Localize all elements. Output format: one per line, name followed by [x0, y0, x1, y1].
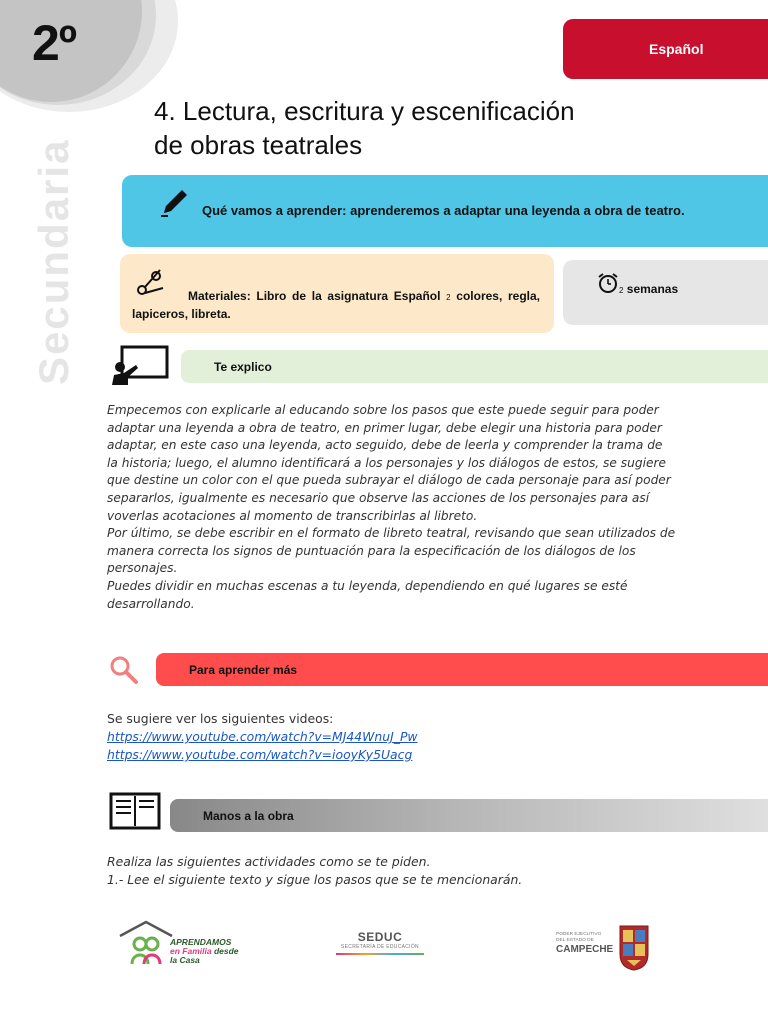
campeche-name: CAMPECHE — [556, 944, 614, 955]
duration-text — [619, 282, 678, 296]
scissors-icon — [134, 266, 166, 298]
section-te-explico: Te explico — [181, 350, 768, 383]
aprendamos-en-familia-logo — [118, 920, 248, 972]
magnifier-icon — [108, 654, 140, 686]
learning-goal-box — [122, 175, 768, 247]
explanation-paragraph-2: Por último, se debe escribir en el formato de libreto teatral, revisando que sean utilizados de manera correcta los signos de puntuación para la especificación de los diálogos de los personajes. — [107, 526, 676, 576]
seduc-logo — [330, 930, 430, 960]
page-title — [154, 94, 714, 162]
materials-text-part-2: colores, regla, lapiceros, libreta. — [132, 289, 540, 321]
campeche-small-text — [556, 932, 601, 944]
campeche-logo — [556, 922, 656, 972]
materials-text-part-1: Materiales: Libro de la asignatura Español — [188, 289, 447, 303]
pencil-icon — [158, 185, 192, 219]
duration-box — [563, 260, 768, 325]
materials-text — [132, 266, 540, 322]
page-title-line-1: 4. Lectura, escritura y escenificación — [154, 96, 575, 126]
video-suggestions — [107, 710, 418, 764]
grade-label: 2º — [32, 15, 77, 71]
explanation-paragraph-3: Puedes dividir en muchas escenas a tu leyenda, dependiendo en qué lugares se esté desarrollando. — [107, 578, 628, 611]
seduc-color-line — [336, 953, 424, 955]
video-suggestions-intro: Se sugiere ver los siguientes videos: — [107, 711, 334, 726]
subject-tab: Español — [563, 19, 768, 79]
section-manos-a-la-obra: Manos a la obra — [170, 799, 768, 832]
video-link-2[interactable]: https://www.youtube.com/watch?v=iooyKy5Uacg — [107, 747, 413, 762]
alarm-clock-icon — [597, 272, 619, 294]
section-para-aprender-mas: Para aprender más — [156, 653, 768, 686]
campeche-shield-icon — [618, 922, 650, 972]
activities-line-2: 1.- Lee el siguiente texto y sigue los pasos que se te mencionarán. — [107, 872, 523, 887]
teacher-board-icon — [110, 345, 170, 387]
family-logo-desde: desde — [211, 946, 239, 956]
activities-line-1: Realiza las siguientes actividades como se te piden. — [107, 854, 431, 869]
materials-count: 2 — [446, 293, 451, 302]
family-logo-accent: en Familia — [170, 946, 212, 956]
video-link-1[interactable]: https://www.youtube.com/watch?v=MJ44WnuJ_Pw — [107, 729, 418, 744]
duration-unit: semanas — [623, 282, 679, 296]
family-logo-text — [170, 938, 239, 965]
family-house-icon — [118, 920, 174, 970]
campeche-line-1: PODER EJECUTIVO — [556, 932, 602, 937]
duration-number: 2 — [619, 286, 624, 295]
activities-text — [107, 853, 667, 889]
page-title-line-2: de obras teatrales — [154, 130, 363, 160]
family-logo-line-1: APRENDAMOS — [170, 937, 232, 947]
explanation-paragraph-1: Empecemos con explicarle al educando sobre los pasos que este puede seguir para poder adaptar una leyenda a obra de teatro, en primer lugar, debe elegir una historia para poder adaptar, en este caso una leyenda, acto seguido, debe de leerla y comprender la trama de la historia; luego, el alumno identificará a los personajes y los diálogos de estos, se sugiere que destine un color con el que pueda subrayar el diálogo de cada personaje para así poder separarlos, igualmente es necesario que observe las acciones de los personajes para así voverlas acotaciones al momento de transcribirlas al libreto. — [107, 403, 671, 523]
learning-goal-text: Qué vamos a aprender: aprenderemos a adaptar una leyenda a obra de teatro. — [202, 203, 685, 218]
level-label: Secundaria — [30, 138, 77, 385]
campeche-line-2: DEL ESTADO DE — [556, 938, 594, 943]
seduc-subtitle: SECRETARÍA DE EDUCACIÓN — [341, 944, 419, 950]
open-book-icon — [108, 791, 162, 831]
materials-box — [120, 254, 554, 333]
explanation-text — [107, 402, 677, 613]
seduc-title: SEDUC — [357, 930, 403, 944]
family-logo-line-3: la Casa — [170, 955, 200, 965]
